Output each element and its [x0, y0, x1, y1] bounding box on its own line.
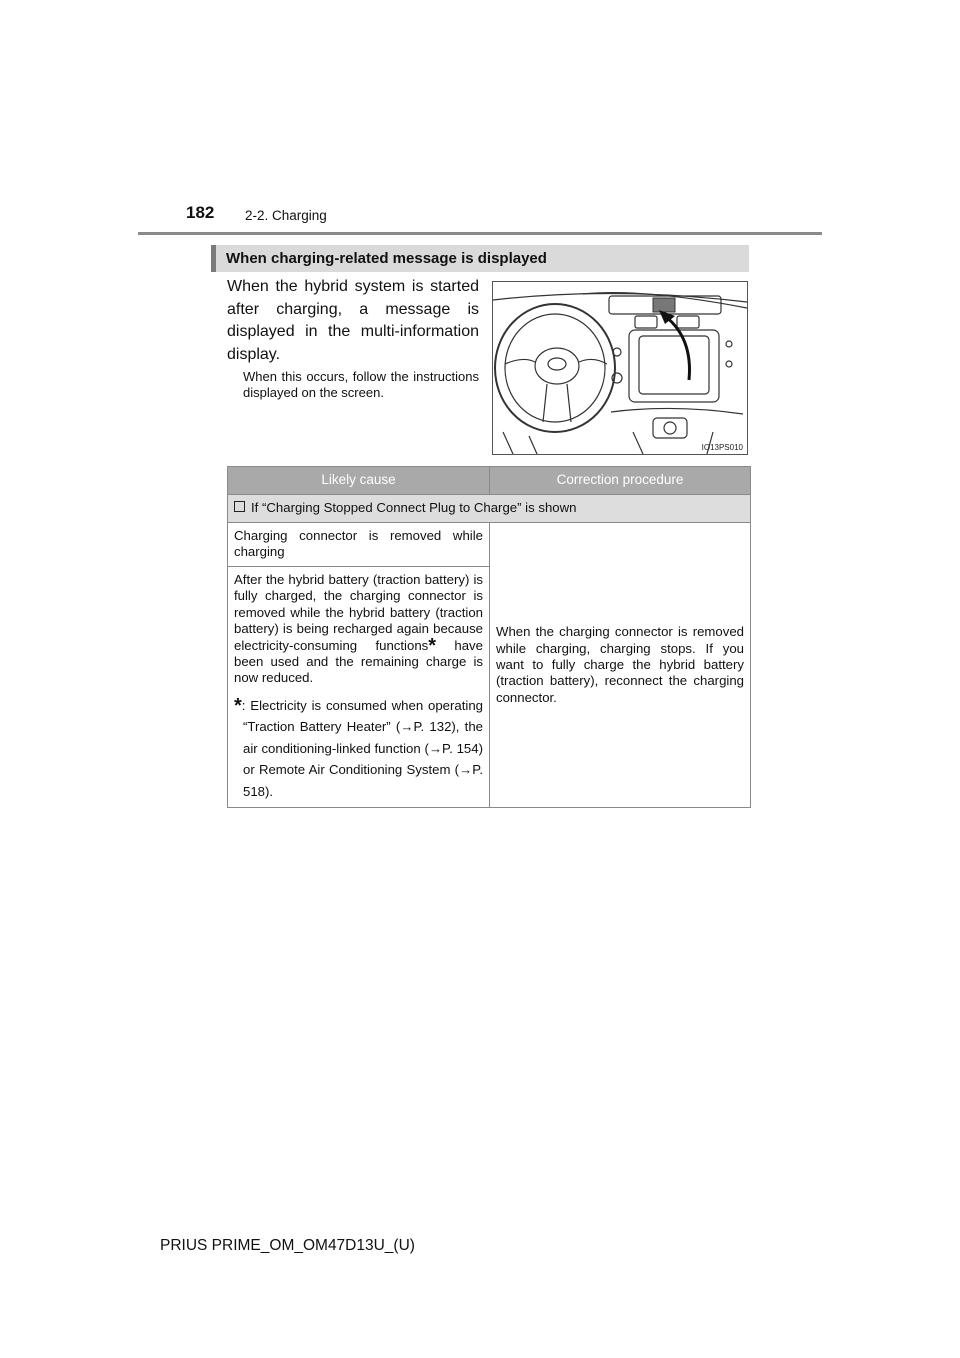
- asterisk-marker: *: [428, 634, 437, 657]
- header-likely-cause: Likely cause: [228, 467, 490, 495]
- cause-cell: [228, 523, 490, 567]
- cause-text: [234, 572, 483, 687]
- dashboard-drawing: [493, 282, 747, 454]
- correction-text: When the charging connector is removed while charging, charging stops. If you want to fully charge the hybrid battery (traction battery), reconnect the charging connector.: [496, 624, 744, 705]
- table-row: [228, 523, 751, 567]
- dashboard-illustration: [492, 281, 748, 455]
- footnote-text: : Electricity is consumed when operating “Traction Battery Heater” (→P. 132), the air conditioning-linked function (→P. 154) or Remote Air Conditioning System (→P. 518).: [241, 697, 483, 799]
- table-header-row: [228, 467, 751, 495]
- cause-cell: [228, 567, 490, 808]
- correction-cell: [490, 523, 751, 808]
- cause-correction-table: [227, 466, 751, 808]
- condition-text: If “Charging Stopped Connect Plug to Charge” is shown: [251, 500, 577, 515]
- intro-paragraph: When the hybrid system is started after charging, a message is displayed in the multi-information display.: [227, 278, 479, 363]
- document-footer: PRIUS PRIME_OM_OM47D13U_(U): [160, 1237, 415, 1254]
- section-title: 2-2. Charging: [245, 208, 327, 223]
- figure-code: IO13PS010: [701, 443, 743, 452]
- footnote: [234, 695, 483, 803]
- header-correction-procedure: Correction procedure: [490, 467, 751, 495]
- footnote-marker: *: [234, 694, 242, 717]
- intro-note: When this occurs, follow the instructions displayed on the screen.: [243, 369, 479, 400]
- cause-text-end: have been used and the remaining charge is now reduced.: [234, 637, 483, 686]
- header-divider: [138, 232, 822, 235]
- cause-text: Charging connector is removed while charging: [234, 528, 483, 560]
- condition-row: [228, 495, 751, 523]
- checkbox-icon: [234, 501, 245, 512]
- page-number: 182: [186, 203, 215, 222]
- condition-cell: [228, 495, 751, 523]
- cause-text-main: After the hybrid battery (traction battery) is fully charged, the charging connector is removed while the hybrid battery (traction battery) is being recharged again because electricity-consuming functions: [234, 572, 483, 653]
- topic-heading: When charging-related message is displayed: [211, 245, 749, 272]
